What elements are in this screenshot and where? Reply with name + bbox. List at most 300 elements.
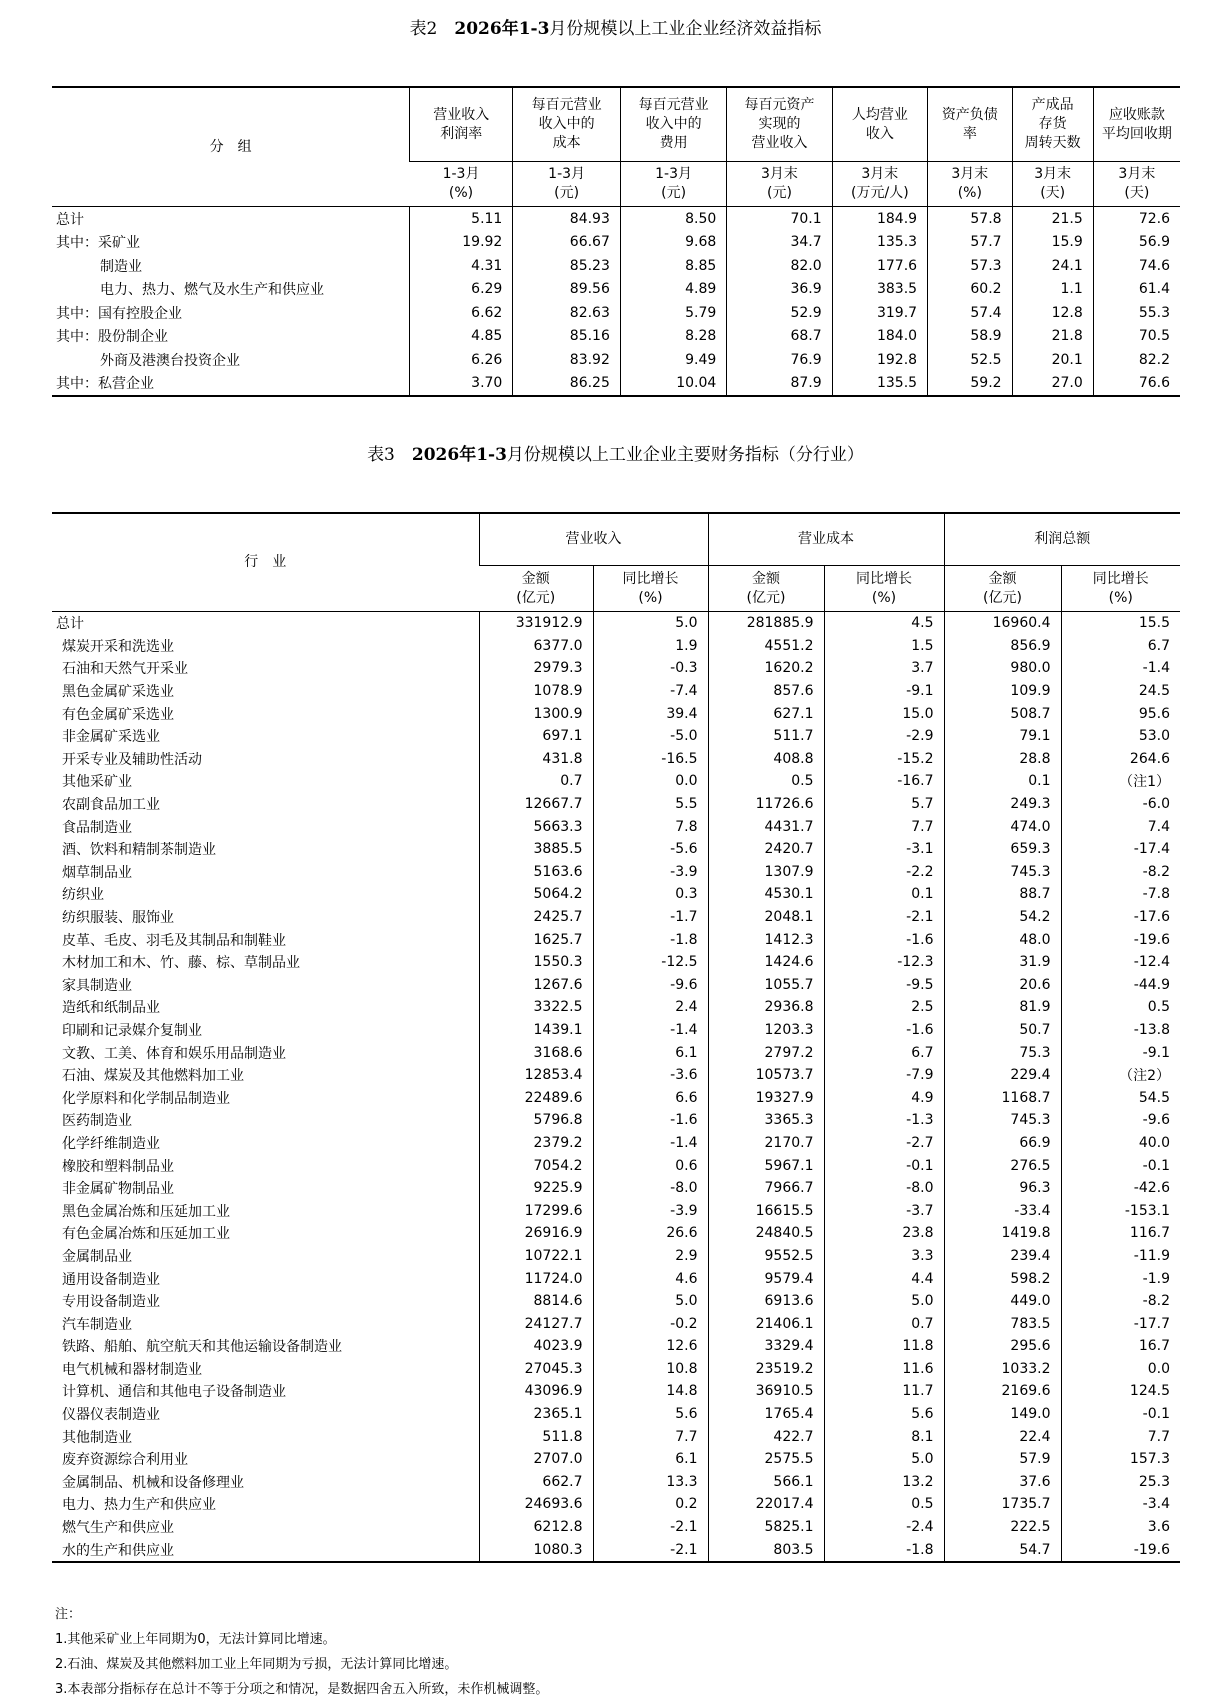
cell-value: -11.9: [1061, 1245, 1180, 1268]
row-label: 通用设备制造业: [62, 1271, 160, 1288]
cell-value: 81.9: [944, 996, 1061, 1019]
row-label: 废弃资源综合利用业: [62, 1452, 188, 1469]
row-label: 计算机、通信和其他电子设备制造业: [62, 1384, 286, 1401]
table2-title: [0, 14, 1231, 39]
cell-value: 54.7: [944, 1538, 1061, 1562]
cell-value: -0.1: [1061, 1154, 1180, 1177]
table-row: [52, 793, 1180, 816]
cell-value: -1.8: [824, 1538, 944, 1562]
cell-value: 8.1: [824, 1425, 944, 1448]
cell-value: 15.0: [824, 702, 944, 725]
cell-value: -8.0: [593, 1177, 708, 1200]
cell-value: 75.3: [944, 1041, 1061, 1064]
cell-value: 57.3: [928, 254, 1012, 278]
cell-value: 2170.7: [708, 1132, 824, 1155]
cell-value: 57.4: [928, 301, 1012, 325]
cell-value: -9.6: [1061, 1109, 1180, 1132]
cell-value: 0.2: [593, 1493, 708, 1516]
cell-value: 19.92: [410, 231, 513, 255]
cell-value: -1.4: [593, 1019, 708, 1042]
cell-value: 3.70: [410, 372, 513, 397]
cell-value: 9.68: [620, 231, 726, 255]
cell-value: 319.7: [832, 301, 927, 325]
cell-value: 50.7: [944, 1019, 1061, 1042]
cell-value: 2.4: [593, 996, 708, 1019]
footnote-line: 注：: [55, 1607, 82, 1622]
cell-value: -44.9: [1061, 974, 1180, 997]
table-row: [52, 254, 1180, 278]
cell-value: 1033.2: [944, 1358, 1061, 1381]
cell-value: 6.26: [410, 348, 513, 372]
table-row: [52, 278, 1180, 302]
row-label: 电力、热力、燃气及水生产和供应业: [100, 282, 324, 299]
row-label: 非金属矿采选业: [62, 729, 160, 746]
cell-value: 72.6: [1093, 207, 1180, 231]
cell-value: 10722.1: [479, 1245, 593, 1268]
table-row: [52, 1380, 1180, 1403]
cell-value: 331912.9: [479, 612, 593, 635]
cell-value: 21.8: [1012, 325, 1093, 349]
cell-value: 5.0: [593, 612, 708, 635]
cell-value: 3322.5: [479, 996, 593, 1019]
cell-value: 1.1: [1012, 278, 1093, 302]
cell-value: 0.7: [479, 770, 593, 793]
table3-title: [0, 440, 1231, 465]
cell-value: 61.4: [1093, 278, 1180, 302]
cell-value: -9.1: [824, 680, 944, 703]
cell-value: 0.5: [824, 1493, 944, 1516]
group-column-header: 营业成本: [708, 513, 944, 566]
cell-value: 96.3: [944, 1177, 1061, 1200]
cell-value: 16960.4: [944, 612, 1061, 635]
cell-value: -153.1: [1061, 1199, 1180, 1222]
cell-value: -2.7: [824, 1132, 944, 1155]
cell-value: 803.5: [708, 1538, 824, 1562]
group-column-header: 营业收入: [479, 513, 708, 566]
table-row: [52, 883, 1180, 906]
row-label: 医药制造业: [62, 1113, 132, 1130]
cell-value: 5.6: [824, 1403, 944, 1426]
cell-value: 662.7: [479, 1471, 593, 1494]
cell-value: 70.5: [1093, 325, 1180, 349]
row-label: 制造业: [100, 258, 142, 275]
cell-value: 79.1: [944, 725, 1061, 748]
cell-value: 0.1: [944, 770, 1061, 793]
cell-value: 229.4: [944, 1064, 1061, 1087]
row-label: 仪器仪表制造业: [62, 1407, 160, 1424]
cell-value: 86.25: [513, 372, 621, 397]
table-row: [52, 207, 1180, 231]
cell-value: 16.7: [1061, 1335, 1180, 1358]
cell-value: 22.4: [944, 1425, 1061, 1448]
cell-value: 28.8: [944, 748, 1061, 771]
cell-value: 27045.3: [479, 1358, 593, 1381]
cell-value: 3.6: [1061, 1516, 1180, 1539]
column-header: 每百元营业 收入中的 费用: [620, 87, 726, 162]
row-label: 金属制品业: [62, 1248, 132, 1265]
cell-value: 0.5: [1061, 996, 1180, 1019]
cell-value: 1080.3: [479, 1538, 593, 1562]
table-row: [52, 702, 1180, 725]
cell-value: （注1）: [1061, 770, 1180, 793]
cell-value: 6.1: [593, 1448, 708, 1471]
column-unit: 1-3月 (元): [513, 162, 621, 207]
cell-value: 5967.1: [708, 1154, 824, 1177]
cell-value: 1.5: [824, 635, 944, 658]
cell-value: 0.7: [824, 1312, 944, 1335]
column-unit: 3月末 (元): [727, 162, 832, 207]
cell-value: 3329.4: [708, 1335, 824, 1358]
cell-value: 85.16: [513, 325, 621, 349]
cell-value: -2.2: [824, 861, 944, 884]
cell-value: 192.8: [832, 348, 927, 372]
table-row: [52, 231, 1180, 255]
table-row: [52, 372, 1180, 397]
cell-value: 8.28: [620, 325, 726, 349]
row-label: 黑色金属矿采选业: [62, 684, 174, 701]
cell-value: 26.6: [593, 1222, 708, 1245]
cell-value: 3885.5: [479, 838, 593, 861]
cell-value: 1625.7: [479, 928, 593, 951]
column-header: 每百元营业 收入中的 成本: [513, 87, 621, 162]
cell-value: 5663.3: [479, 815, 593, 838]
table-row: [52, 928, 1180, 951]
cell-value: 2169.6: [944, 1380, 1061, 1403]
cell-value: 697.1: [479, 725, 593, 748]
row-label: 文教、工美、体育和娱乐用品制造业: [62, 1045, 286, 1062]
group-header: 分 组: [209, 138, 252, 155]
cell-value: 9579.4: [708, 1267, 824, 1290]
table3-title-date: 2026年1-3: [411, 445, 507, 465]
cell-value: -6.0: [1061, 793, 1180, 816]
table-row: [52, 635, 1180, 658]
cell-value: 11.7: [824, 1380, 944, 1403]
cell-value: 1055.7: [708, 974, 824, 997]
table-row: [52, 1493, 1180, 1516]
cell-value: 24.1: [1012, 254, 1093, 278]
cell-value: 27.0: [1012, 372, 1093, 397]
cell-value: 508.7: [944, 702, 1061, 725]
cell-value: 24.5: [1061, 680, 1180, 703]
table-row: [52, 1290, 1180, 1313]
cell-value: 11.8: [824, 1335, 944, 1358]
cell-value: -7.8: [1061, 883, 1180, 906]
cell-value: -2.4: [824, 1516, 944, 1539]
table-row: [52, 906, 1180, 929]
cell-value: 0.1: [824, 883, 944, 906]
cell-value: -0.2: [593, 1312, 708, 1335]
cell-value: 5.11: [410, 207, 513, 231]
cell-value: 54.5: [1061, 1086, 1180, 1109]
cell-value: -13.8: [1061, 1019, 1180, 1042]
cell-value: 76.9: [727, 348, 832, 372]
cell-value: -7.4: [593, 680, 708, 703]
cell-value: 431.8: [479, 748, 593, 771]
cell-value: 449.0: [944, 1290, 1061, 1313]
cell-value: -3.4: [1061, 1493, 1180, 1516]
cell-value: 5796.8: [479, 1109, 593, 1132]
cell-value: -1.4: [593, 1132, 708, 1155]
cell-value: 1168.7: [944, 1086, 1061, 1109]
cell-value: 8.50: [620, 207, 726, 231]
cell-value: -3.9: [593, 1199, 708, 1222]
cell-value: 40.0: [1061, 1132, 1180, 1155]
column-unit: 3月末 (天): [1012, 162, 1093, 207]
cell-value: 13.2: [824, 1471, 944, 1494]
cell-value: 2575.5: [708, 1448, 824, 1471]
amount-subheader: 金额 (亿元): [944, 566, 1061, 612]
table-row: [52, 1019, 1180, 1042]
cell-value: 857.6: [708, 680, 824, 703]
cell-value: 2420.7: [708, 838, 824, 861]
table-row: [52, 725, 1180, 748]
table3-header-row: [52, 513, 1180, 566]
cell-value: -1.4: [1061, 657, 1180, 680]
cell-value: 745.3: [944, 1109, 1061, 1132]
row-label: 橡胶和塑料制品业: [62, 1158, 174, 1175]
cell-value: -0.3: [593, 657, 708, 680]
cell-value: 2365.1: [479, 1403, 593, 1426]
row-label: 有色金属冶炼和压延加工业: [62, 1226, 230, 1243]
cell-value: -9.5: [824, 974, 944, 997]
cell-value: 57.7: [928, 231, 1012, 255]
row-label: 纺织服装、服饰业: [62, 910, 174, 927]
cell-value: 124.5: [1061, 1380, 1180, 1403]
growth-subheader: 同比增长 (%): [824, 566, 944, 612]
cell-value: 43096.9: [479, 1380, 593, 1403]
amount-subheader: 金额 (亿元): [479, 566, 593, 612]
cell-value: 0.0: [593, 770, 708, 793]
row-label: 开采专业及辅助性活动: [62, 751, 202, 768]
cell-value: 281885.9: [708, 612, 824, 635]
cell-value: 68.7: [727, 325, 832, 349]
cell-value: 276.5: [944, 1154, 1061, 1177]
cell-value: -1.6: [824, 928, 944, 951]
table-row: [52, 815, 1180, 838]
table-row: [52, 1177, 1180, 1200]
row-label: 印刷和记录媒介复制业: [62, 1022, 202, 1039]
row-label: 其中：采矿业: [56, 235, 140, 252]
table2-title-prefix: 表2: [409, 19, 438, 39]
row-label: 铁路、船舶、航空航天和其他运输设备制造业: [62, 1339, 342, 1356]
cell-value: 7.8: [593, 815, 708, 838]
cell-value: 5.79: [620, 301, 726, 325]
column-header: 应收账款 平均回收期: [1093, 87, 1180, 162]
cell-value: 116.7: [1061, 1222, 1180, 1245]
cell-value: -9.1: [1061, 1041, 1180, 1064]
cell-value: 109.9: [944, 680, 1061, 703]
row-label: 专用设备制造业: [62, 1294, 160, 1311]
cell-value: 1267.6: [479, 974, 593, 997]
table3-financial-indicators: [52, 512, 1180, 1563]
table-row: [52, 1425, 1180, 1448]
cell-value: 2379.2: [479, 1132, 593, 1155]
cell-value: 53.0: [1061, 725, 1180, 748]
table-row: [52, 1312, 1180, 1335]
row-label: 皮革、毛皮、羽毛及其制品和制鞋业: [62, 932, 286, 949]
cell-value: 627.1: [708, 702, 824, 725]
cell-value: -1.9: [1061, 1267, 1180, 1290]
cell-value: 6.6: [593, 1086, 708, 1109]
cell-value: 24693.6: [479, 1493, 593, 1516]
cell-value: -1.7: [593, 906, 708, 929]
row-label: 有色金属矿采选业: [62, 706, 174, 723]
cell-value: 8814.6: [479, 1290, 593, 1313]
table-row: [52, 1448, 1180, 1471]
cell-value: 2.5: [824, 996, 944, 1019]
cell-value: 82.2: [1093, 348, 1180, 372]
cell-value: 1203.3: [708, 1019, 824, 1042]
cell-value: 22489.6: [479, 1086, 593, 1109]
cell-value: -8.0: [824, 1177, 944, 1200]
cell-value: 59.2: [928, 372, 1012, 397]
column-header: 营业收入 利润率: [410, 87, 513, 162]
cell-value: 856.9: [944, 635, 1061, 658]
table-row: [52, 1132, 1180, 1155]
row-label: 水的生产和供应业: [62, 1542, 174, 1559]
cell-value: -9.6: [593, 974, 708, 997]
cell-value: 6.62: [410, 301, 513, 325]
column-header: 每百元资产 实现的 营业收入: [727, 87, 832, 162]
cell-value: 2707.0: [479, 1448, 593, 1471]
cell-value: 1300.9: [479, 702, 593, 725]
cell-value: 52.9: [727, 301, 832, 325]
cell-value: 7.7: [824, 815, 944, 838]
table-row: [52, 1335, 1180, 1358]
cell-value: 39.4: [593, 702, 708, 725]
table-row: [52, 1245, 1180, 1268]
cell-value: 25.3: [1061, 1471, 1180, 1494]
group-column-header: 利润总额: [944, 513, 1180, 566]
cell-value: 36.9: [727, 278, 832, 302]
cell-value: 177.6: [832, 254, 927, 278]
cell-value: 5064.2: [479, 883, 593, 906]
cell-value: 659.3: [944, 838, 1061, 861]
cell-value: 74.6: [1093, 254, 1180, 278]
cell-value: 12.8: [1012, 301, 1093, 325]
table3-title-text: 月份规模以上工业企业主要财务指标（分行业）: [506, 445, 864, 465]
row-label: 石油、煤炭及其他燃料加工业: [62, 1068, 244, 1085]
row-label: 电力、热力生产和供应业: [62, 1497, 216, 1514]
table-row: [52, 1064, 1180, 1087]
table-row: [52, 348, 1180, 372]
cell-value: 3.3: [824, 1245, 944, 1268]
table-row: [52, 838, 1180, 861]
row-label: 非金属矿物制品业: [62, 1181, 174, 1198]
cell-value: 0.5: [708, 770, 824, 793]
row-label: 燃气生产和供应业: [62, 1520, 174, 1537]
cell-value: 57.8: [928, 207, 1012, 231]
cell-value: 5.0: [593, 1290, 708, 1313]
cell-value: 7.7: [1061, 1425, 1180, 1448]
cell-value: 55.3: [1093, 301, 1180, 325]
row-label: 烟草制品业: [62, 864, 132, 881]
cell-value: -8.2: [1061, 1290, 1180, 1313]
row-label: 木材加工和木、竹、藤、棕、草制品业: [62, 955, 300, 972]
cell-value: 4023.9: [479, 1335, 593, 1358]
cell-value: 15.5: [1061, 612, 1180, 635]
cell-value: 89.56: [513, 278, 621, 302]
cell-value: 6.7: [1061, 635, 1180, 658]
cell-value: -1.6: [824, 1019, 944, 1042]
cell-value: 5825.1: [708, 1516, 824, 1539]
cell-value: 157.3: [1061, 1448, 1180, 1471]
row-label: 总计: [52, 207, 410, 231]
cell-value: -2.1: [593, 1516, 708, 1539]
cell-value: 1620.2: [708, 657, 824, 680]
cell-value: 6377.0: [479, 635, 593, 658]
amount-subheader: 金额 (亿元): [708, 566, 824, 612]
cell-value: -12.3: [824, 951, 944, 974]
cell-value: -2.1: [593, 1538, 708, 1562]
cell-value: 26916.9: [479, 1222, 593, 1245]
cell-value: 5163.6: [479, 861, 593, 884]
cell-value: 5.5: [593, 793, 708, 816]
growth-subheader: 同比增长 (%): [593, 566, 708, 612]
cell-value: 9552.5: [708, 1245, 824, 1268]
cell-value: -3.6: [593, 1064, 708, 1087]
cell-value: 566.1: [708, 1471, 824, 1494]
table-row: [52, 770, 1180, 793]
cell-value: 249.3: [944, 793, 1061, 816]
cell-value: 7966.7: [708, 1177, 824, 1200]
table-row: [52, 1086, 1180, 1109]
cell-value: 58.9: [928, 325, 1012, 349]
cell-value: 6.1: [593, 1041, 708, 1064]
cell-value: 239.4: [944, 1245, 1061, 1268]
cell-value: 184.0: [832, 325, 927, 349]
cell-value: 15.9: [1012, 231, 1093, 255]
cell-value: 34.7: [727, 231, 832, 255]
cell-value: 4.4: [824, 1267, 944, 1290]
row-label: 其中：国有控股企业: [56, 305, 182, 322]
cell-value: 88.7: [944, 883, 1061, 906]
table2-header-row: [52, 87, 1180, 162]
cell-value: -2.9: [824, 725, 944, 748]
cell-value: 82.63: [513, 301, 621, 325]
cell-value: 37.6: [944, 1471, 1061, 1494]
footnotes: [55, 1602, 548, 1702]
cell-value: -19.6: [1061, 1538, 1180, 1562]
cell-value: 2979.3: [479, 657, 593, 680]
cell-value: 21.5: [1012, 207, 1093, 231]
cell-value: -12.4: [1061, 951, 1180, 974]
cell-value: 66.9: [944, 1132, 1061, 1155]
row-label: 酒、饮料和精制茶制造业: [62, 842, 216, 859]
row-label: 造纸和纸制品业: [62, 1000, 160, 1017]
row-label: 其中：股份制企业: [56, 329, 168, 346]
cell-value: 85.23: [513, 254, 621, 278]
cell-value: 84.93: [513, 207, 621, 231]
cell-value: 1078.9: [479, 680, 593, 703]
cell-value: 0.3: [593, 883, 708, 906]
row-label: 农副食品加工业: [62, 797, 160, 814]
table-row: [52, 1267, 1180, 1290]
cell-value: 87.9: [727, 372, 832, 397]
row-label: 纺织业: [62, 887, 104, 904]
cell-value: 23519.2: [708, 1358, 824, 1381]
cell-value: 12667.7: [479, 793, 593, 816]
table-row: [52, 612, 1180, 635]
cell-value: -16.5: [593, 748, 708, 771]
cell-value: 22017.4: [708, 1493, 824, 1516]
table-row: [52, 951, 1180, 974]
row-label: 其他采矿业: [62, 774, 132, 791]
cell-value: -16.7: [824, 770, 944, 793]
cell-value: 6212.8: [479, 1516, 593, 1539]
cell-value: 3365.3: [708, 1109, 824, 1132]
column-header: 人均营业 收入: [832, 87, 927, 162]
